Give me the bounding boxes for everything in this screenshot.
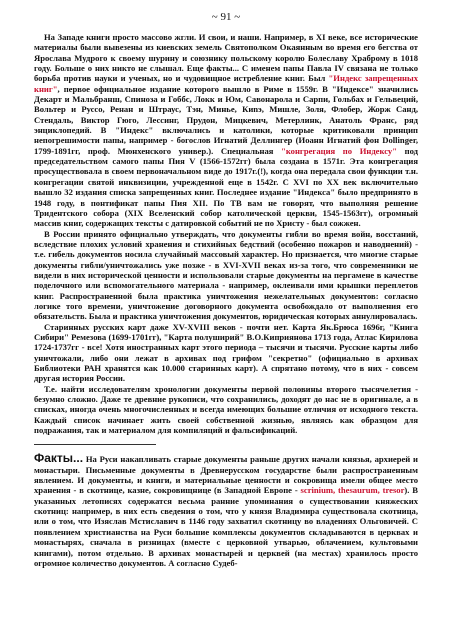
highlighted-term: "конгрегация по Индексу" — [281, 145, 397, 156]
section-separator — [34, 444, 156, 445]
body-text — [34, 32, 418, 435]
text-segment: На Западе книги просто массово жгли. И свои, и наши. Например, в XI веке, все исторические материалы были вывезены из киевских земель Святополком Окаянным во время его бегства от Ярослава Мудрого к своему шурину и союзнику польскому королю Болеславу Храброму в 1018 году. Больше о них никто не слышал. Еще факты... С именем папы Павла IV связана не только борьба против науки и ученых, но и чудовищное истребление книг. Был — [34, 32, 418, 84]
highlighted-term: "Индекс запрещенных книг" — [34, 73, 418, 94]
text-segment: , первое официальное издание которого вышло в Риме в 1559г. В "Индексе" значились Декарт и Мальбранш, Спиноза и Гоббс, Локк и Юм, Савонарола и Сарпи, Гольбах и Гельвеций, Вольтер и Руссо, Ренан и Штраус, Тэн, Минье, Киnэ, Мишле, Золя, Флобер, Жорж Санд, Стендаль, Виктор Гюго, Лессинг, Прудон, Мицкевич, Метерлинк, Анатоль Франс, ряд энциклопедий. В "Индекс" включались и католики, которые критиковали принцип непогрешимости папы, например - богослов Игнатий Деллингер (Иоанн Игнатий фон Dollinger, 1799-1891гг, проф. Мюнхенского универ.). Специальная — [34, 83, 418, 156]
highlighted-term: scrinium, thesaurum, tresor — [300, 485, 405, 496]
text-segment: Старинных русских карт даже XV-XVIII веков - почти нет. Карта Як.Брюса 1696г, "Книга Сибири" Ремезова (1699-1701гг), "Карта полуширий" В.О.Киприянова 1713 года, Атлас Кирилова 1724-1737гг - все! Хотя иностранных карт этого периода – тысячи и тысячи. Русские карты либо уничтожали, либо они лежат в архивах под грифом "секретно" (официально в архивах Библиотеки РАН хранятся как 10.000 старинных карт). А спрятано потому, что в них - совсем другая история России. — [34, 321, 418, 384]
facts-paragraph — [34, 453, 418, 568]
text-segment: под председательством самого папы Пия V (1566-1572гг) была создана в 1571г. Эта конгрегация просуществовала в своем первоначальном виде до 1917г.(!), когда она передала свои функции т.н. конгрегации святой инквизиции, учрежденной еще в 1542г. С XVI по XX век включительно вышло 32 издания списка запрещенных книг. Последнее издание "Индекса" было предпринято в 1948 году, в понтификат папы Пия XII. По ТВ вам не говорят, что выполняя решение Тридентского собора (XIX Вселенский собор католической церкви, 1545-1563гг), огромный массив книг, содержащих тексты с датировкой событий не по Христу - был сожжен. — [34, 145, 418, 229]
text-segment: ). В указанных летописях содержатся весьма ранние упоминания о существовании княжеских скотниц: например, в них есть сведения о том, что у князя Владимира существовала скотница, или о том, что Изяслав Мстиславич в 1146 году захватил скотницу во владениях Ольговичей. С появлением христианства на Руси большие комплексы документов складываются в церквах и монастырях, сначала в ризницах (вместе с церковной утварью, облачением, культовыми книгами), потом отдельно. В архивах монастырей и церквей (на местах) хранилось просто огромное количество документов. А согласно Судеб- — [34, 485, 419, 568]
text-segment: На Руси накапливать старые документы раньше других начали князья, архиерей и монастыри. Письменные документы в Древнерусском государстве были распространенным явлением. И документы, и книги, и материальные ценности и сокровища имели общее место хранения - в скотнице, казне, сокровищнице (в Западной Европе - — [34, 454, 418, 496]
text-segment: Т.е. найти исследователям хронологии документы первой половины второго тысячелетия - безумно сложно. Даже те древние рукописи, что сохранились, доходят до нас не в оригинале, а в списках, иногда очень многочисленных и всегда имеющих большие отличия от исходного текста. Каждый список начинает жить своей собственной жизнью, являясь как образцом для подражания, так и материалом для компиляций и фальсификаций. — [34, 383, 418, 436]
text-segment: В России принято официально утверждать, что документы гибли во время войн, восстаний, вследствие плохих условий хранения и стихийных бедствий (особенно пожаров и наводнений) - т.е. гибель документов носила случайный массовый характер. Но признается, что многие старые документы гибли/уничтожались уже позже - в XVI-XVII веках из-за того, что современники не видели в них исторической ценности и использовали старые документы на пергамене в качестве поделочного или вспомогательного материала - например, оклеивали ими крышки переплетов книг. Распространенной была практика уничтожения нежелательных документов: согласно логике того времени, уничтожение договорного документа освобождало от выполнения его обязательств. Была и практика уничтожения документов, юридическая которых аннулировалась. — [34, 228, 418, 322]
facts-heading: Факты... — [34, 451, 84, 466]
page-number: ~ 91 ~ — [211, 11, 241, 23]
paragraph — [34, 322, 418, 384]
paragraph — [34, 229, 418, 322]
paragraph — [34, 32, 418, 229]
paragraph — [34, 384, 418, 436]
